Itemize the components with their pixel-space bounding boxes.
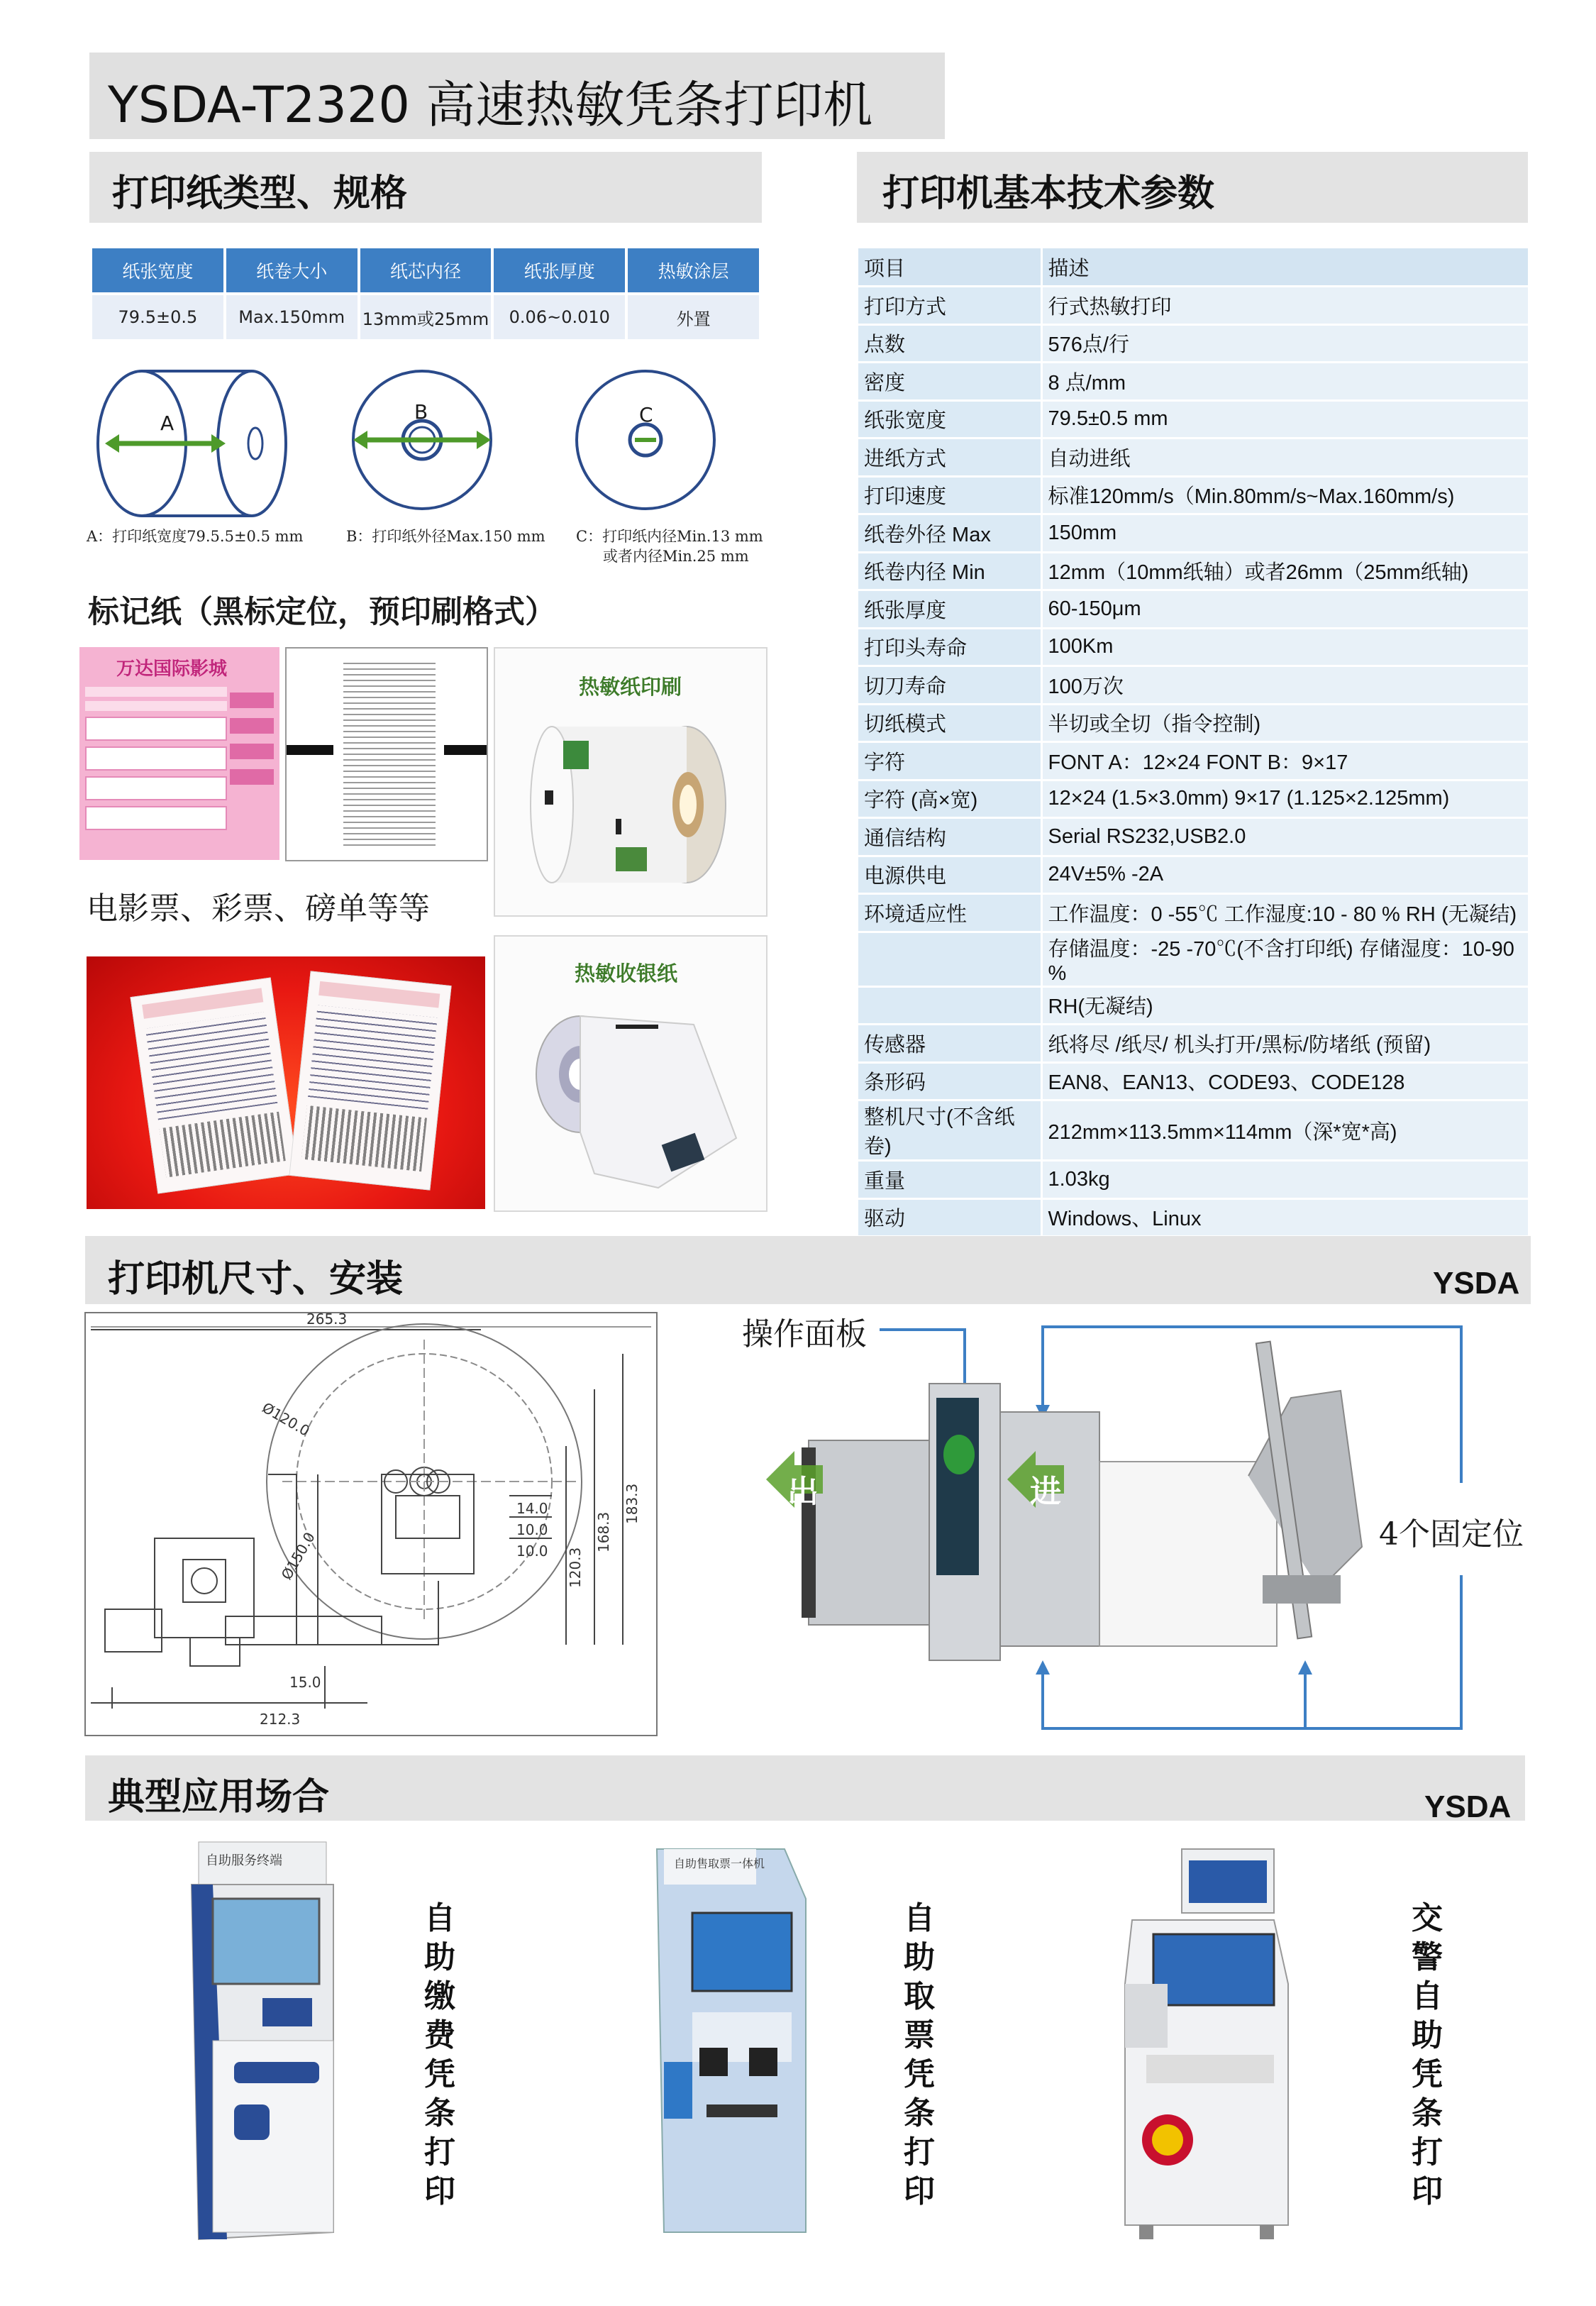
param-row — [858, 986, 1528, 1025]
param-key: 字符 (高×宽) — [858, 780, 1041, 818]
apps-brand: YSDA — [1424, 1789, 1512, 1824]
pink-ticket-header: 万达国际影城 — [116, 658, 228, 680]
spec-header: 纸卷大小 — [226, 248, 358, 292]
in-label: 进 — [1030, 1474, 1061, 1510]
param-key: 纸卷内径 Min — [858, 552, 1041, 590]
param-value: 描述 — [1041, 248, 1528, 287]
param-value: 行式热敏打印 — [1041, 287, 1528, 325]
kiosk-payment-image — [170, 1835, 355, 2253]
param-row — [858, 628, 1528, 666]
param-value: 24V±5% -2A — [1041, 856, 1528, 894]
param-row — [858, 1062, 1528, 1100]
page-title: YSDA-T2320 高速热敏凭条打印机 — [108, 76, 873, 134]
param-row — [858, 363, 1528, 401]
roll-c-diagram — [577, 371, 714, 509]
thermal-cash-roll-image — [494, 935, 767, 1212]
param-row — [858, 932, 1528, 986]
printer-dimension-drawing — [84, 1311, 658, 1737]
kiosk-1-screen-text: 自助服务终端 — [206, 1853, 282, 1868]
param-value: 212mm×113.5mm×114mm（深*宽*高) — [1041, 1100, 1528, 1161]
param-row — [858, 400, 1528, 438]
param-key: 打印头寿命 — [858, 628, 1041, 666]
param-row — [858, 514, 1528, 553]
svg-text:212.3: 212.3 — [260, 1711, 301, 1728]
param-key — [858, 932, 1041, 986]
param-key: 切纸模式 — [858, 704, 1041, 742]
param-value: 100万次 — [1041, 666, 1528, 705]
param-row — [858, 552, 1528, 590]
param-row — [858, 438, 1528, 477]
svg-text:10.0: 10.0 — [516, 1521, 548, 1538]
param-row — [858, 780, 1528, 818]
param-value: 576点/行 — [1041, 324, 1528, 363]
param-value: Windows、Linux — [1041, 1198, 1528, 1237]
kiosk-3-caption: 交警自助凭条打印 — [1412, 1900, 1443, 2210]
spec-header: 热敏涂层 — [628, 248, 759, 292]
lottery-tickets-image — [87, 956, 485, 1209]
roll-c-caption: C：打印纸内径Min.13 mm — [576, 528, 763, 545]
svg-text:168.3: 168.3 — [595, 1511, 612, 1552]
param-row — [858, 742, 1528, 780]
param-key: 通信结构 — [858, 818, 1041, 856]
param-value: 60-150μm — [1041, 590, 1528, 629]
param-value: 纸将尽 /纸尽/ 机头打开/黑标/防堵纸 (预留) — [1041, 1025, 1528, 1063]
thermal-print-roll-image — [494, 647, 767, 917]
kiosk-1-caption: 自助缴费凭条打印 — [424, 1900, 455, 2210]
param-row — [858, 1100, 1528, 1161]
param-value: FONT A：12×24 FONT B：9×17 — [1041, 742, 1528, 780]
param-row — [858, 590, 1528, 629]
param-value: 100Km — [1041, 628, 1528, 666]
param-value: 150mm — [1041, 514, 1528, 553]
param-key: 环境适应性 — [858, 894, 1041, 932]
param-row — [858, 287, 1528, 325]
param-value: EAN8、EAN13、CODE93、CODE128 — [1041, 1062, 1528, 1100]
param-key: 纸张厚度 — [858, 590, 1041, 629]
roll-a-diagram — [98, 371, 286, 516]
param-value: 工作温度：0 -55℃ 工作湿度:10 - 80 % RH (无凝结) — [1041, 894, 1528, 932]
kiosk-police-image — [1104, 1842, 1309, 2246]
roll-b-caption: B：打印纸外径Max.150 mm — [346, 528, 545, 545]
svg-text:14.0: 14.0 — [516, 1500, 548, 1517]
param-row — [858, 856, 1528, 894]
svg-text:15.0: 15.0 — [289, 1674, 321, 1691]
kiosk-ticket-image — [643, 1835, 827, 2246]
param-key: 条形码 — [858, 1062, 1041, 1100]
roll-b-letter: B — [414, 400, 428, 424]
param-value: 8 点/mm — [1041, 363, 1528, 401]
spec-header: 纸芯内径 — [360, 248, 492, 292]
param-row — [858, 476, 1528, 514]
param-row — [858, 1025, 1528, 1063]
spec-header: 纸张宽度 — [92, 248, 223, 292]
cash-roll-label: 热敏收银纸 — [575, 961, 678, 986]
svg-text:183.3: 183.3 — [624, 1483, 641, 1524]
param-row — [858, 894, 1528, 932]
ticket-types-label: 电影票、彩票、磅单等等 — [87, 890, 430, 927]
spec-value: Max.150mm — [226, 295, 358, 339]
param-key: 切刀寿命 — [858, 666, 1041, 705]
param-key: 纸张宽度 — [858, 400, 1041, 438]
param-row — [858, 1161, 1528, 1199]
svg-text:120.3: 120.3 — [567, 1547, 584, 1588]
param-key: 字符 — [858, 742, 1041, 780]
param-key: 项目 — [858, 248, 1041, 287]
param-key: 重量 — [858, 1161, 1041, 1199]
svg-text:10.0: 10.0 — [516, 1543, 548, 1560]
param-value: 自动进纸 — [1041, 438, 1528, 477]
param-row — [858, 248, 1528, 287]
param-value: RH(无凝结) — [1041, 986, 1528, 1025]
param-row — [858, 704, 1528, 742]
param-value: 标准120mm/s（Min.80mm/s~Max.160mm/s) — [1041, 476, 1528, 514]
param-key: 打印方式 — [858, 287, 1041, 325]
param-key: 打印速度 — [858, 476, 1041, 514]
param-key — [858, 986, 1041, 1025]
svg-text:Ø150.0: Ø150.0 — [277, 1529, 318, 1583]
param-value: 79.5±0.5 mm — [1041, 400, 1528, 438]
param-key: 驱动 — [858, 1198, 1041, 1237]
roll-c-caption-2: 或者内径Min.25 mm — [603, 548, 749, 565]
param-value: 存储温度：-25 -70℃(不含打印纸) 存储湿度：10-90 % — [1041, 932, 1528, 986]
spec-value: 79.5±0.5 — [92, 295, 223, 339]
out-label: 出 — [787, 1474, 819, 1510]
param-key: 电源供电 — [858, 856, 1041, 894]
params-section-title: 打印机基本技术参数 — [882, 172, 1215, 215]
paper-roll-diagrams — [78, 355, 787, 532]
apps-section-title: 典型应用场合 — [108, 1776, 330, 1819]
param-value: 12×24 (1.5×3.0mm) 9×17 (1.125×2.125mm) — [1041, 780, 1528, 818]
param-key: 进纸方式 — [858, 438, 1041, 477]
param-value: 12mm（10mm纸轴）或者26mm（25mm纸轴) — [1041, 552, 1528, 590]
param-value: 1.03kg — [1041, 1161, 1528, 1199]
spec-value: 外置 — [628, 295, 759, 339]
dim-265-3: 265.3 — [306, 1311, 348, 1328]
param-value: Serial RS232,USB2.0 — [1041, 818, 1528, 856]
paper-spec-table — [89, 246, 762, 342]
thermal-print-label: 热敏纸印刷 — [579, 675, 682, 699]
kiosk-2-caption: 自助取票凭条打印 — [904, 1900, 935, 2210]
param-key: 点数 — [858, 324, 1041, 363]
black-mark-receipt-image — [285, 647, 488, 861]
pink-ticket-image — [79, 647, 279, 860]
spec-value: 13mm或25mm — [360, 295, 492, 339]
param-row — [858, 324, 1528, 363]
params-table — [858, 248, 1528, 1276]
param-row — [858, 666, 1528, 705]
spec-header: 纸张厚度 — [494, 248, 625, 292]
param-row — [858, 1198, 1528, 1237]
mark-paper-heading: 标记纸（黑标定位，预印刷格式） — [88, 594, 556, 630]
param-key: 整机尺寸(不含纸卷) — [858, 1100, 1041, 1161]
param-value: 半切或全切（指令控制) — [1041, 704, 1528, 742]
fix-points-label: 4个固定位 — [1379, 1516, 1524, 1552]
roll-a-letter: A — [160, 412, 174, 435]
install-brand: YSDA — [1433, 1266, 1520, 1301]
svg-text:Ø120.0: Ø120.0 — [259, 1399, 313, 1440]
roll-c-letter: C — [639, 403, 653, 426]
param-key: 密度 — [858, 363, 1041, 401]
spec-value: 0.06~0.010 — [494, 295, 625, 339]
size-section-title: 打印机尺寸、安装 — [108, 1258, 404, 1301]
param-key: 纸卷外径 Max — [858, 514, 1041, 553]
panel-label: 操作面板 — [742, 1316, 867, 1352]
roll-b-diagram — [353, 371, 491, 509]
paper-section-title: 打印纸类型、规格 — [112, 172, 408, 215]
kiosk-2-screen-text: 自助售取票一体机 — [674, 1857, 765, 1870]
roll-a-caption: A：打印纸宽度79.5.5±0.5 mm — [87, 528, 304, 545]
param-row — [858, 818, 1528, 856]
param-key: 传感器 — [858, 1025, 1041, 1063]
